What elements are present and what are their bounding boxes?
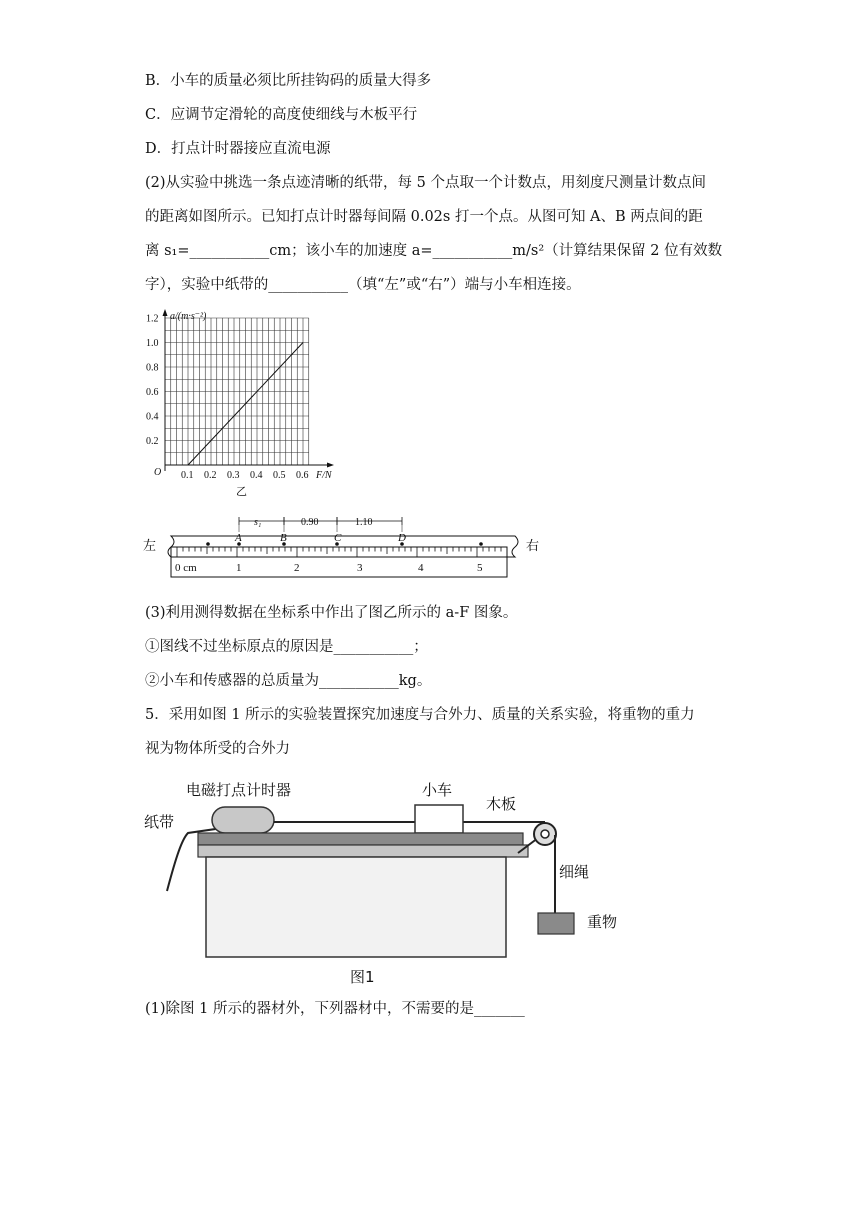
- ruler-label-5: 5: [477, 562, 483, 574]
- ruler-ticks: [177, 547, 501, 557]
- tape-dot: [206, 542, 210, 546]
- board: [198, 833, 523, 845]
- apparatus-figure: [140, 775, 640, 990]
- paper-tape-figure: [143, 510, 553, 585]
- graph-grid: [165, 318, 309, 465]
- tape-left-label: 左: [143, 539, 157, 554]
- x-tick-label: 0.6: [296, 470, 309, 481]
- cart: [415, 805, 463, 833]
- weight: [538, 913, 574, 934]
- x-tick-label: 0.3: [227, 470, 240, 481]
- option-b: B．小车的质量必须比所挂钩码的质量大得多: [145, 73, 432, 89]
- tape-dot: [479, 542, 483, 546]
- q2-line2: 的距离如图所示。已知打点计时器每间隔 0.02s 打一个点。从图可知 A、B 两点间的距: [145, 209, 703, 225]
- dim-label-s1: s₁: [254, 517, 262, 528]
- x-axis-arrow: [327, 463, 334, 468]
- q5-line2: 视为物体所受的合外力: [145, 741, 290, 757]
- y-tick-label: 1.0: [146, 338, 159, 349]
- a-f-graph: [146, 305, 350, 500]
- ruler-label-3: 3: [357, 562, 363, 574]
- q5-1-line1: (1)除图 1 所示的器材外，下列器材中，不需要的是_______: [145, 1001, 525, 1017]
- q2-line1: (2)从实验中挑选一条点迹清晰的纸带，每 5 个点取一个计数点，用刻度尺测量计数点间: [145, 175, 706, 191]
- tape-label: 纸带: [144, 813, 175, 831]
- x-tick-label: 0.1: [181, 470, 194, 481]
- q3-line3: ②小车和传感器的总质量为___________kg。: [145, 673, 432, 689]
- timer-label: 电磁打点计时器: [186, 781, 292, 799]
- option-d: D．打点计时器接应直流电源: [145, 141, 331, 157]
- timer: [212, 807, 274, 833]
- ruler-label-1: 1: [236, 562, 242, 574]
- board-label: 木板: [486, 795, 517, 813]
- q3-line1: (3)利用测得数据在坐标系中作出了图乙所示的 a-F 图象。: [145, 605, 518, 621]
- cart-label: 小车: [422, 781, 453, 799]
- y-tick-label: 1.2: [146, 313, 159, 325]
- ruler-label-4: 4: [418, 562, 424, 574]
- y-axis-arrow: [163, 309, 168, 316]
- figure-caption: 图1: [350, 968, 375, 986]
- graph-caption: 乙: [236, 485, 247, 498]
- board-edge: [198, 845, 528, 857]
- tape-right-label: 右: [526, 539, 540, 554]
- y-tick-label: 0.2: [146, 436, 159, 447]
- y-tick-label: 0.6: [146, 387, 159, 398]
- ruler-label-0: 0 cm: [175, 562, 197, 574]
- q2-line4: 字），实验中纸带的___________（填“左”或“右”）端与小车相连接。: [145, 277, 581, 293]
- x-axis-label: F/N: [316, 470, 332, 481]
- x-tick-label: 0.4: [250, 470, 263, 481]
- point-label-d: D: [398, 532, 406, 544]
- dim-label-d2: 1.10: [355, 517, 373, 528]
- y-axis-label: a/(m·s⁻²): [170, 311, 207, 322]
- point-label-c: C: [334, 532, 342, 544]
- q3-line2: ①图线不过坐标原点的原因是___________；: [145, 639, 428, 655]
- x-tick-label: 0.2: [204, 470, 217, 481]
- pulley-axle: [541, 830, 549, 838]
- rope-label: 细绳: [559, 863, 590, 881]
- x-tick-label: 0.5: [273, 470, 286, 481]
- q2-line3: 离 s₁=___________cm；该小车的加速度 a=___________m/s²（计算结果保留 2 位有效数: [145, 243, 723, 259]
- point-label-b: B: [280, 532, 287, 544]
- option-c: C．应调节定滑轮的高度使细线与木板平行: [145, 107, 418, 123]
- table: [206, 857, 506, 957]
- q5-line1: 5．采用如图 1 所示的实验装置探究加速度与合外力、质量的关系实验，将重物的重力: [145, 707, 695, 723]
- ruler-label-2: 2: [294, 562, 300, 574]
- origin-label: O: [154, 467, 162, 478]
- y-tick-label: 0.4: [146, 411, 159, 423]
- dim-label-d1: 0.90: [301, 517, 319, 528]
- weight-label: 重物: [587, 913, 618, 931]
- y-tick-label: 0.8: [146, 362, 159, 374]
- point-label-a: A: [235, 532, 242, 544]
